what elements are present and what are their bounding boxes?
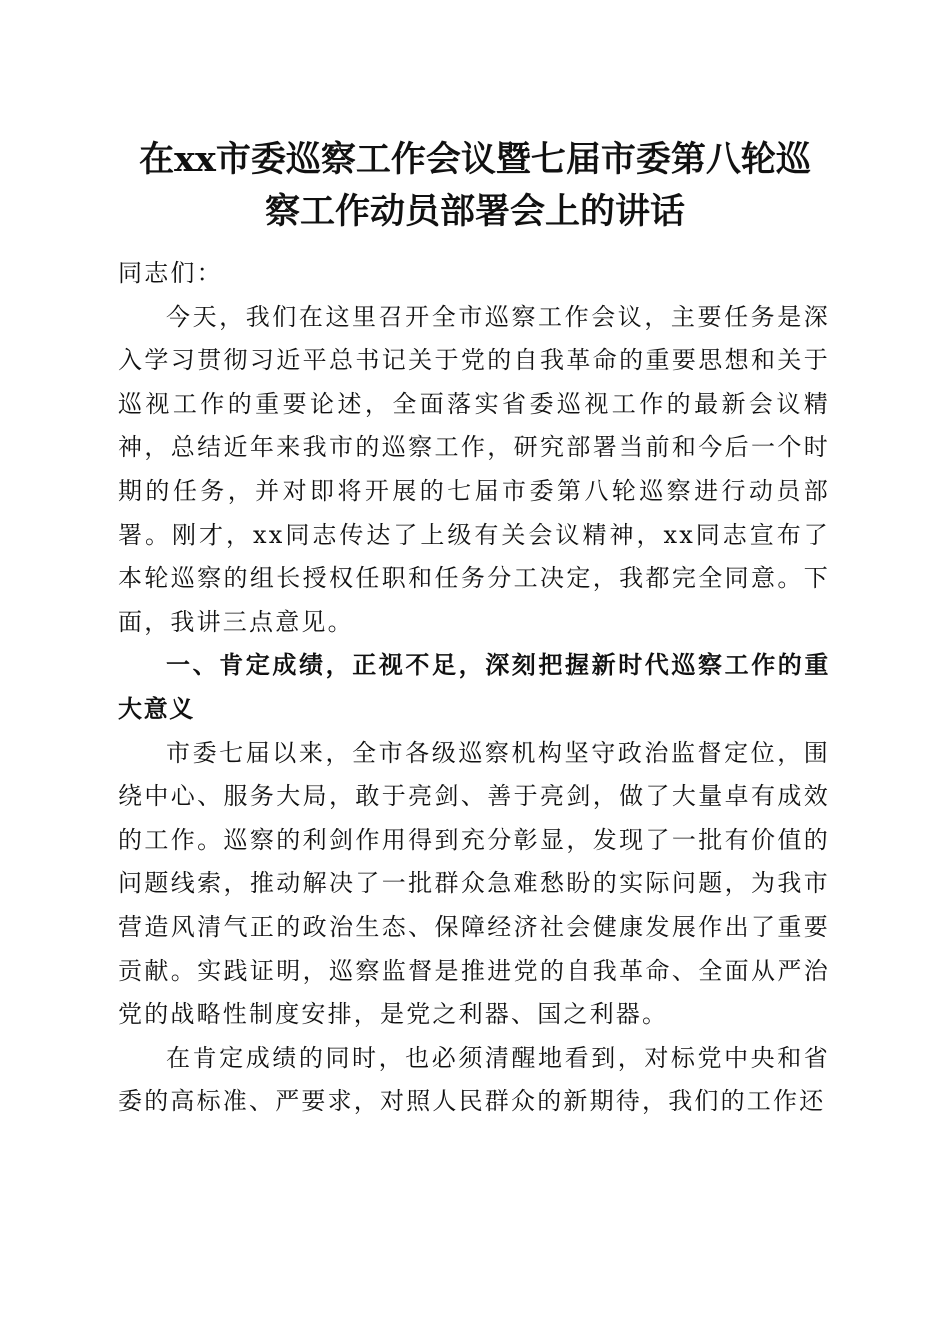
greeting: 同志们： [118,259,223,287]
document-body [118,252,830,1124]
paragraph-intro: 今天，我们在这里召开全市巡察工作会议，主要任务是深入学习贯彻习近平总书记关于党的自我革命的重要思想和关于巡视工作的重要论述，全面落实省委巡视工作的最新会议精神，总结近年来我市的巡察工作，研究部署当前和今后一个时期的任务，并对即将开展的七届市委第八轮巡察进行动员部署。刚才，xx同志传达了上级有关会议精神，xx同志宣布了本轮巡察的组长授权任职和任务分工决定，我都完全同意。下面，我讲三点意见。 [118,302,830,636]
document-title [110,134,840,238]
title-line-2: 察工作动员部署会上的讲话 [264,191,685,232]
section-heading: 一、肯定成绩，正视不足，深刻把握新时代巡察工作的重大意义 [118,651,830,723]
title-line-1: 在xx市委巡察工作会议暨七届市委第八轮巡 [139,139,811,180]
paragraph-achievements: 市委七届以来，全市各级巡察机构坚守政治监督定位，围绕中心、服务大局，敢于亮剑、善于亮剑，做了大量卓有成效的工作。巡察的利剑作用得到充分彰显，发现了一批有价值的问题线索，推动解决了一批群众急难愁盼的实际问题，为我市营造风清气正的政治生态、保障经济社会健康发展作出了重要贡献。实践证明，巡察监督是推进党的自我革命、全面从严治党的战略性制度安排，是党之利器、国之利器。 [118,738,830,1029]
paragraph-shortcomings: 在肯定成绩的同时，也必须清醒地看到，对标党中央和省委的高标准、严要求，对照人民群众的新期待，我们的工作还 [118,1043,830,1116]
